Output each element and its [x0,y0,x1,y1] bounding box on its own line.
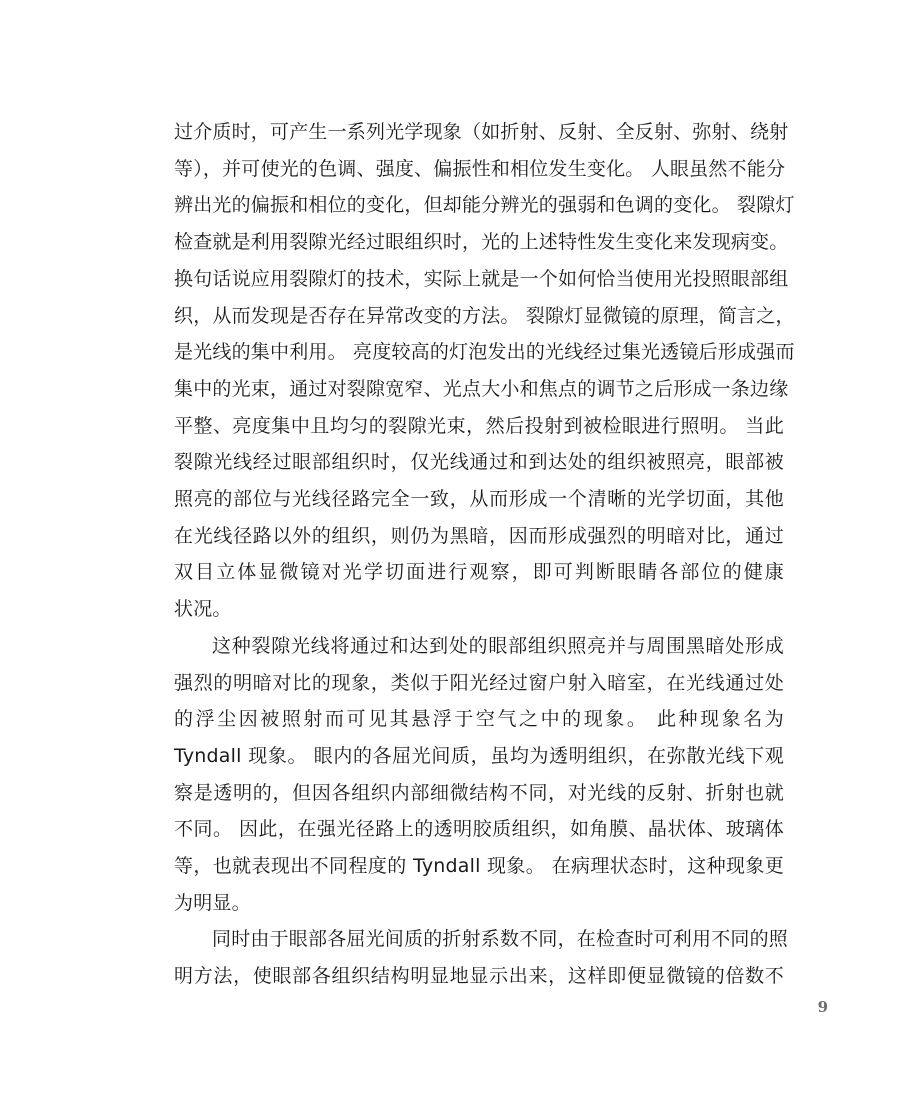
paragraph-1 [174,114,795,628]
text-line: 在光线径路以外的组织，则仍为黑暗，因而形成强烈的明暗对比，通过 [174,524,784,547]
text-line: 明方法，使眼部各组织结构明显地显示出来，这样即便显微镜的倍数不 [174,965,784,988]
text-line: 检查就是利用裂隙光经过眼组织时，光的上述特性发生变化来发现病变。 [174,231,789,254]
text-line: 集中的光束，通过对裂隙宽窄、光点大小和焦点的调节之后形成一条边缘 [174,377,789,400]
text-line: 为明显。 [174,891,251,914]
text-line: 平整、亮度集中且均匀的裂隙光束，然后投射到被检眼进行照明。 当此 [174,414,784,437]
paragraph-3 [174,921,789,994]
text-line: 同时由于眼部各屈光间质的折射系数不同，在检查时可利用不同的照 [212,928,789,951]
text-line: 等，也就表现出不同程度的 Tyndall 现象。 在病理状态时，这种现象更 [174,855,784,878]
text-line: 双目立体显微镜对光学切面进行观察，即可判断眼睛各部位的健康 [174,561,784,584]
page-number: 9 [817,998,828,1016]
text-line: Tyndall 现象。 眼内的各屈光间质，虽均为透明组织，在弥散光线下观 [174,744,784,767]
text-line: 等），并可使光的色调、强度、偏振性和相位发生变化。 人眼虽然不能分 [174,157,786,180]
text-line: 是光线的集中利用。 亮度较高的灯泡发出的光线经过集光透镜后形成强而 [174,341,795,364]
text-line: 察是透明的，但因各组织内部细微结构不同，对光线的反射、折射也就 [174,781,784,804]
text-line: 状况。 [174,598,232,621]
text-line: 这种裂隙光线将通过和达到处的眼部组织照亮并与周围黑暗处形成 [212,634,784,657]
text-line: 照亮的部位与光线径路完全一致，从而形成一个清晰的光学切面，其他 [174,488,784,511]
text-line: 强烈的明暗对比的现象，类似于阳光经过窗户射入暗室，在光线通过处 [174,671,784,694]
text-line: 过介质时，可产生一系列光学现象（如折射、反射、全反射、弥射、绕射 [174,121,789,143]
text-line: 不同。 因此，在强光径路上的透明胶质组织，如角膜、晶状体、玻璃体 [174,818,784,841]
text-line: 的浮尘因被照射而可见其悬浮于空气之中的现象。 此种现象名为 [174,708,784,731]
text-line: 裂隙光线经过眼部组织时，仅光线通过和到达处的组织被照亮，眼部被 [174,451,784,474]
text-line: 辨出光的偏振和相位的变化，但却能分辨光的强弱和色调的变化。 裂隙灯 [174,194,795,217]
body-text [174,114,795,995]
paragraph-2 [174,628,784,922]
text-line: 换句话说应用裂隙灯的技术，实际上就是一个如何恰当使用光投照眼部组 [174,267,789,290]
text-line: 织，从而发现是否存在异常改变的方法。 裂隙灯显微镜的原理，简言之， [174,304,795,327]
